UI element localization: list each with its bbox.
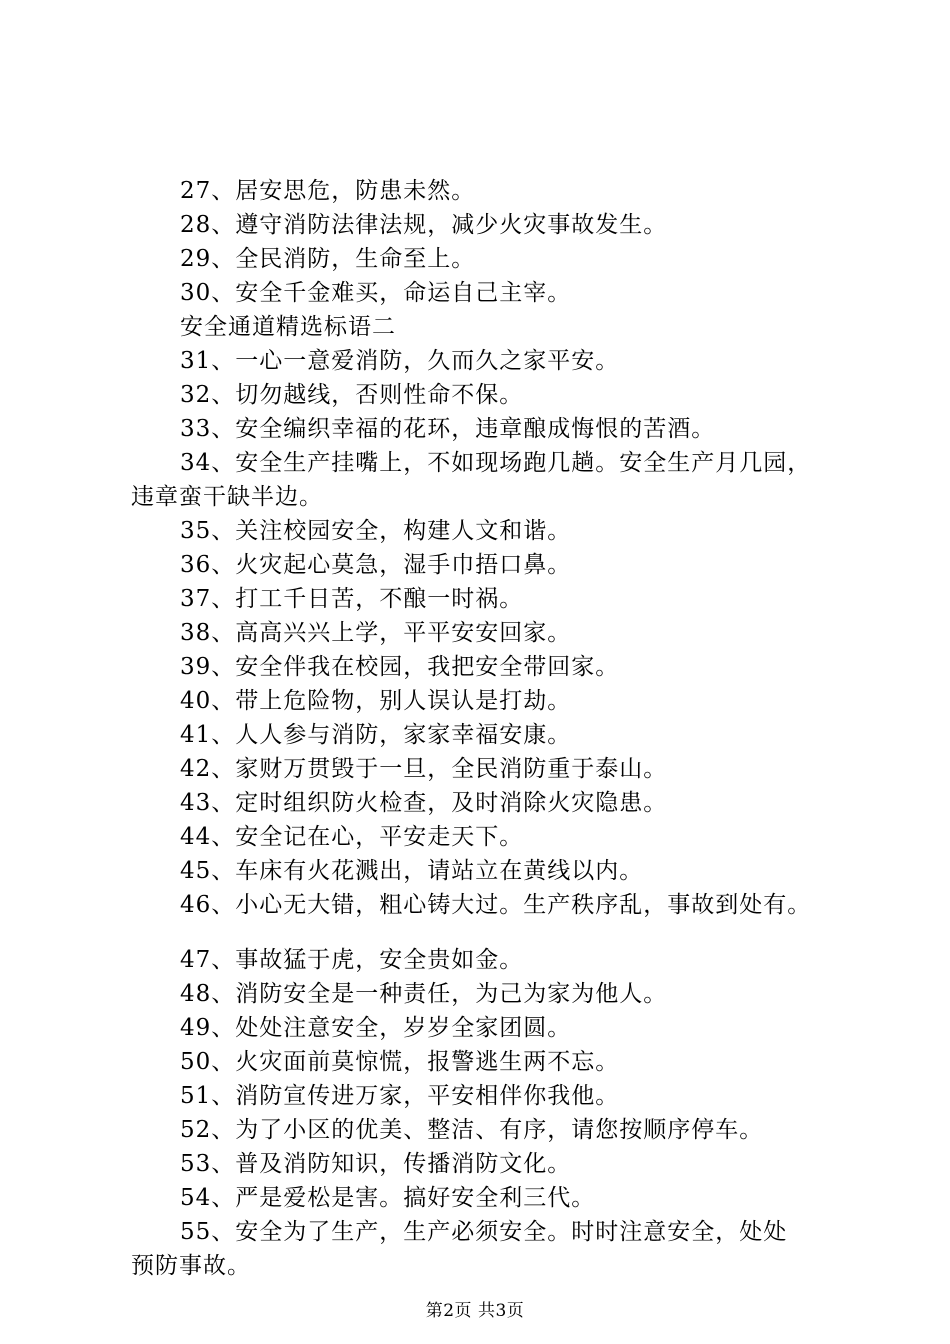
text-line: 39、安全伴我在校园，我把安全带回家。: [180, 654, 620, 680]
text-line: 35、关注校园安全，构建人文和谐。: [180, 518, 572, 544]
text-line: 36、火灾起心莫急，湿手巾捂口鼻。: [180, 552, 572, 578]
text-line: 53、普及消防知识，传播消防文化。: [180, 1151, 572, 1177]
text-line: 54、严是爱松是害。搞好安全利三代。: [180, 1185, 596, 1211]
text-line: 29、全民消防，生命至上。: [180, 246, 476, 272]
text-line: 30、安全千金难买，命运自己主宰。: [180, 280, 572, 306]
text-line: 32、切勿越线，否则性命不保。: [180, 382, 524, 408]
text-line: 49、处处注意安全，岁岁全家团圆。: [180, 1015, 572, 1041]
text-line-continuation: 预防事故。: [131, 1253, 251, 1279]
text-line: 52、为了小区的优美、整洁、有序，请您按顺序停车。: [180, 1117, 764, 1143]
text-line: 43、定时组织防火检查，及时消除火灾隐患。: [180, 790, 668, 816]
text-line: 31、一心一意爱消防，久而久之家平安。: [180, 348, 620, 374]
text-line: 40、带上危险物，别人误认是打劫。: [180, 688, 572, 714]
text-line: 51、消防宣传进万家，平安相伴你我他。: [180, 1083, 620, 1109]
text-line: 47、事故猛于虎，安全贵如金。: [180, 947, 524, 973]
text-line: 34、安全生产挂嘴上，不如现场跑几趟。安全生产月几园，: [180, 450, 812, 476]
page-footer: 第2页 共3页: [425, 1301, 525, 1321]
text-line: 41、人人参与消防，家家幸福安康。: [180, 722, 572, 748]
text-line: 48、消防安全是一种责任，为己为家为他人。: [180, 981, 668, 1007]
text-line-continuation: 违章蛮干缺半边。: [131, 484, 323, 510]
text-line: 45、车床有火花溅出，请站立在黄线以内。: [180, 858, 644, 884]
text-line: 50、火灾面前莫惊慌，报警逃生两不忘。: [180, 1049, 620, 1075]
text-line: 33、安全编织幸福的花环，违章酿成悔恨的苦酒。: [180, 416, 716, 442]
text-line: 38、高高兴兴上学，平平安安回家。: [180, 620, 572, 646]
section-heading: 安全通道精选标语二: [180, 314, 396, 340]
text-line: 42、家财万贯毁于一旦，全民消防重于泰山。: [180, 756, 668, 782]
text-line: 44、安全记在心，平安走天下。: [180, 824, 524, 850]
text-line: 37、打工千日苦，不酿一时祸。: [180, 586, 524, 612]
text-line: 46、小心无大错，粗心铸大过。生产秩序乱，事故到处有。: [180, 892, 812, 918]
text-line: 28、遵守消防法律法规，减少火灾事故发生。: [180, 212, 668, 238]
text-line: 27、居安思危，防患未然。: [180, 178, 476, 204]
text-line: 55、安全为了生产，生产必须安全。时时注意安全，处处: [180, 1219, 788, 1245]
